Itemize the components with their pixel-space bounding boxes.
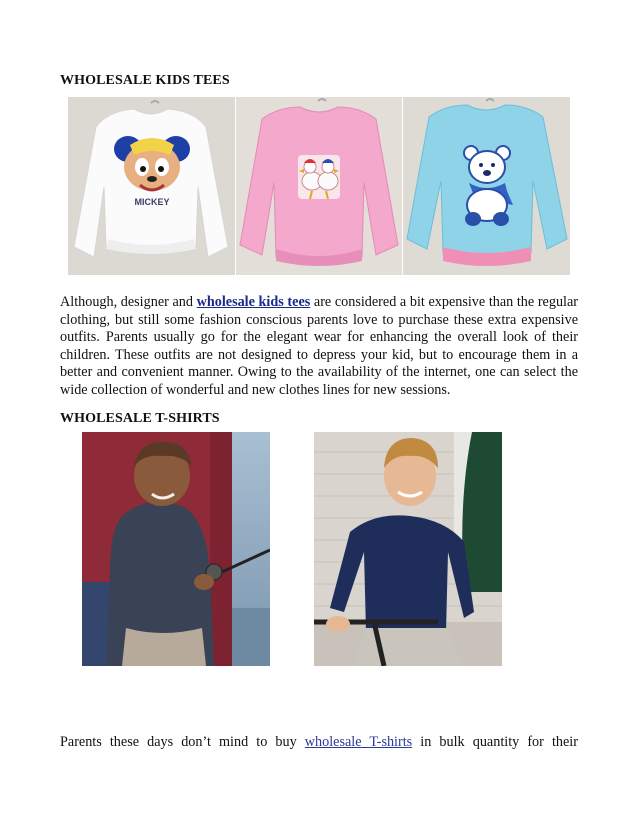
mickey-sweatshirt-image <box>68 97 235 275</box>
section-heading-t-shirts: WHOLESALE T-SHIRTS <box>60 411 220 426</box>
boy-fishing-photo <box>82 432 270 666</box>
wholesale-t-shirts-link[interactable]: wholesale T-shirts <box>304 734 413 750</box>
t-shirts-paragraph <box>60 734 578 752</box>
paragraph-text: Parents these days don’t mind to buy <box>60 734 305 750</box>
paragraph-text: Although, designer and <box>60 294 197 310</box>
blue-teddy-bear-sweatshirt-image <box>403 97 570 275</box>
mickey-print-label: MICKEY <box>134 197 170 207</box>
kids-tees-paragraph <box>60 294 578 400</box>
paragraph-text: in bulk quantity for their <box>412 734 578 750</box>
teen-bicycle-photo <box>314 432 502 666</box>
paragraph-text: are considered a bit expensive than the regular clothing, but still some fashion conscious parents love to purchase these extra expensive outfits. Parents usually go for the elegant wear for enhancing the overall look of their children. These outfits are not designed to depress your kid, but to encourage them in a better and convenient manner. Owing to the availability of the internet, one can select the wide collection of wonderful and new clothes lines for new sessions. <box>60 294 579 398</box>
pink-duck-sweatshirt-image <box>236 97 402 275</box>
wholesale-kids-tees-link[interactable]: wholesale kids tees <box>196 294 311 310</box>
section-heading-kids-tees: WHOLESALE KIDS TEES <box>60 73 230 88</box>
